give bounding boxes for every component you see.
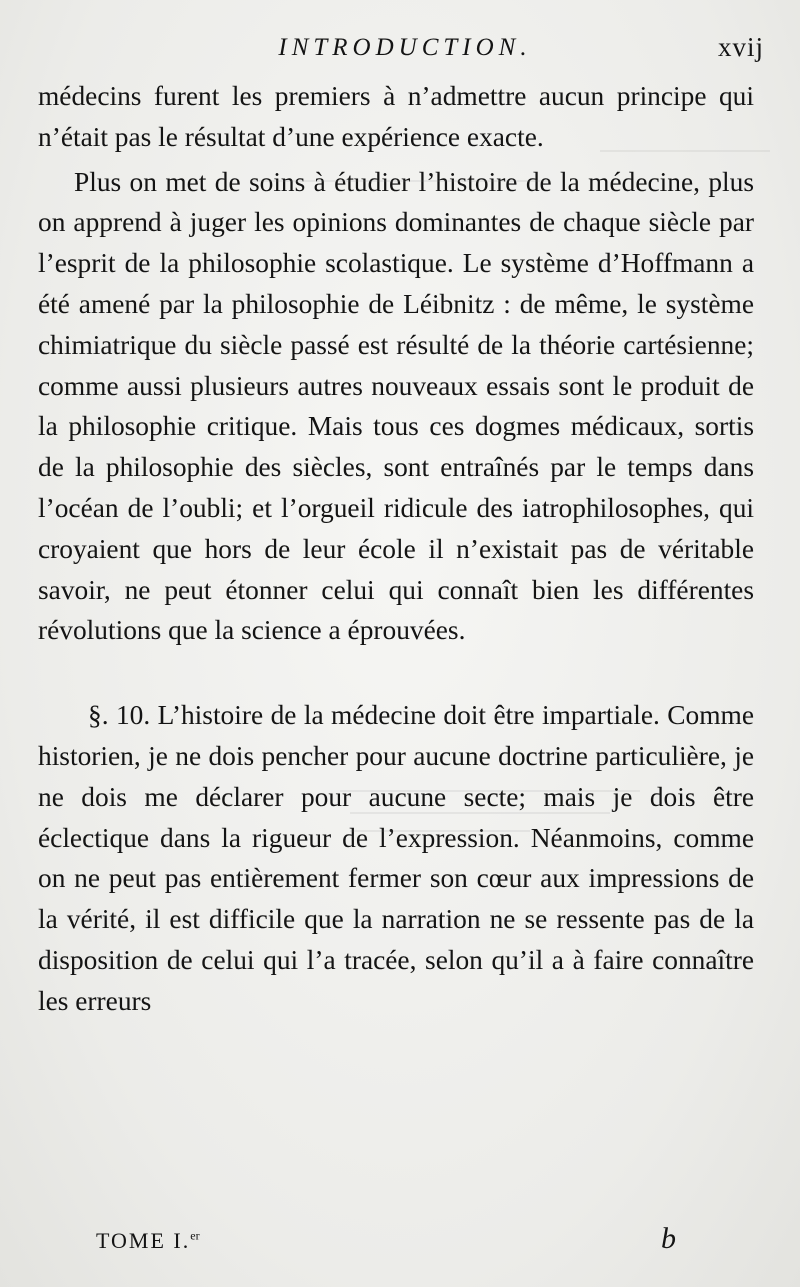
signature-mark: b <box>661 1222 676 1255</box>
paragraph-history-philosophy: Plus on met de soins à étudier l’histoire de la médecine, plus on apprend à juger les opinions dominantes de chaque siècle par l’esprit de la philosophie scolastique. Le système d’Hoffmann a été amené par la philosophie de Léibnitz : de même, le système chimiatrique du siècle passé est résulté de la théorie cartésienne; comme aussi plusieurs autres nouveaux essais sont le produit de la philosophie critique. Mais tous ces dogmes médicaux, sortis de la philosophie des siècles, sont entraînés par le temps dans l’océan de l’oubli; et l’orgueil ridicule des iatrophilosophes, qui croyaient que hors de leur école il n’existait pas de véritable savoir, ne peut étonner celui qui connaît bien les différentes révolutions que la science a éprouvées. <box>38 166 754 646</box>
volume-suffix: er <box>190 1228 200 1243</box>
page-footer <box>96 1222 676 1262</box>
paragraph-continuation: médecins furent les premiers à n’admettre aucun principe qui n’était pas le résultat d’une expérience exacte. <box>38 81 754 152</box>
page-header <box>40 30 770 74</box>
page-body <box>38 76 754 1022</box>
paragraph-section-10: §. 10. L’histoire de la médecine doit être impartiale. Comme historien, je ne dois pencher pour aucune doctrine particulière, je ne dois me déclarer pour aucune secte; mais je dois être éclectique dans la rigueur de l’expression. Néanmoins, comme on ne peut pas entièrement fermer son cœur aux impressions de la vérité, il est difficile que la narration ne se ressente pas de la disposition de celui qui l’a tracée, selon qu’il a à faire connaître les erreurs <box>38 700 754 1016</box>
running-title: INTRODUCTION. <box>278 34 532 61</box>
volume-label <box>96 1228 200 1254</box>
page-number: xvij <box>717 32 764 62</box>
volume-text: TOME I. <box>96 1228 191 1253</box>
